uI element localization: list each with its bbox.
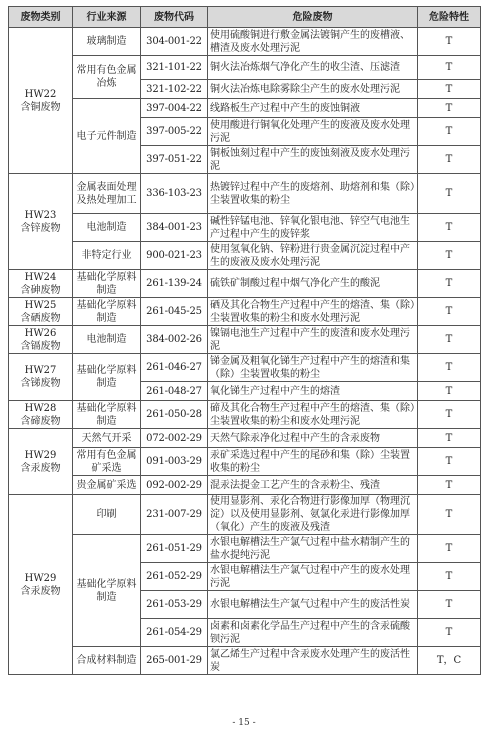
waste-description-cell: 碲及其化合物生产过程中产生的熔渣、集（除）尘装置收集的粉尘和废水处理污泥 bbox=[208, 401, 418, 429]
industry-source-cell: 电子元件制造 bbox=[73, 99, 141, 174]
table-header-row bbox=[9, 7, 481, 28]
hazard-property-cell: T bbox=[418, 354, 481, 382]
hazardous-waste-table bbox=[8, 6, 481, 675]
waste-description-cell: 线路板生产过程中产生的废蚀铜液 bbox=[208, 99, 418, 118]
table-row bbox=[9, 448, 481, 476]
table-row bbox=[9, 429, 481, 448]
category-cell bbox=[9, 270, 73, 298]
hazard-property-cell: T bbox=[418, 591, 481, 619]
waste-code-cell: 261-053-29 bbox=[141, 591, 208, 619]
hazard-property-cell: T bbox=[418, 429, 481, 448]
header-category: 废物类别 bbox=[9, 7, 73, 28]
table-row bbox=[9, 214, 481, 242]
table-row bbox=[9, 174, 481, 214]
waste-code-cell: 072-002-29 bbox=[141, 429, 208, 448]
waste-description-cell: 卤素和卤素化学品生产过程中产生的含汞硫酸钡污泥 bbox=[208, 619, 418, 647]
waste-code-cell: 261-048-27 bbox=[141, 382, 208, 401]
waste-description-cell: 热镀锌过程中产生的废熔剂、助熔剂和集（除）尘装置收集的粉尘 bbox=[208, 174, 418, 214]
table-row bbox=[9, 401, 481, 429]
hazard-property-cell: T bbox=[418, 214, 481, 242]
category-cell bbox=[9, 28, 73, 174]
waste-code-cell: 321-102-22 bbox=[141, 80, 208, 99]
waste-description-cell: 使用酸进行铜氧化处理产生的废液及废水处理污泥 bbox=[208, 118, 418, 146]
hazard-property-cell: T bbox=[418, 270, 481, 298]
industry-source-cell: 电池制造 bbox=[73, 326, 141, 354]
category-label: HW29 含汞废物 bbox=[20, 572, 61, 597]
waste-code-cell: 304-001-22 bbox=[141, 28, 208, 56]
hazard-property-cell: T，C bbox=[418, 647, 481, 675]
table-row bbox=[9, 535, 481, 563]
waste-code-cell: 397-051-22 bbox=[141, 146, 208, 174]
waste-code-cell: 261-050-28 bbox=[141, 401, 208, 429]
category-label: HW27 含锑废物 bbox=[20, 365, 61, 389]
waste-code-cell: 397-005-22 bbox=[141, 118, 208, 146]
industry-source-cell: 天然气开采 bbox=[73, 429, 141, 448]
category-cell bbox=[9, 326, 73, 354]
hazard-property-cell: T bbox=[418, 326, 481, 354]
industry-source-cell: 合成材料制造 bbox=[73, 647, 141, 675]
waste-code-cell: 261-052-29 bbox=[141, 563, 208, 591]
hazard-property-cell: T bbox=[418, 174, 481, 214]
waste-description-cell: 氧化锑生产过程中产生的熔渣 bbox=[208, 382, 418, 401]
waste-description-cell: 混汞法提金工艺产生的含汞粉尘、残渣 bbox=[208, 476, 418, 495]
hazard-property-cell: T bbox=[418, 242, 481, 270]
category-label: HW25 含硒废物 bbox=[20, 299, 61, 324]
waste-code-cell: 900-021-23 bbox=[141, 242, 208, 270]
hazard-property-cell: T bbox=[418, 298, 481, 326]
category-cell bbox=[9, 495, 73, 675]
category-cell bbox=[9, 298, 73, 326]
category-label: HW26 含镉废物 bbox=[20, 327, 61, 352]
waste-description-cell: 汞矿采选过程中产生的尾砂和集（除）尘装置收集的粉尘 bbox=[208, 448, 418, 476]
category-cell bbox=[9, 429, 73, 495]
waste-code-cell: 397-004-22 bbox=[141, 99, 208, 118]
table-row bbox=[9, 242, 481, 270]
hazard-property-cell: T bbox=[418, 476, 481, 495]
industry-source-cell: 基础化学原料制造 bbox=[73, 401, 141, 429]
hazard-property-cell: T bbox=[418, 448, 481, 476]
table-row bbox=[9, 354, 481, 382]
industry-source-cell: 印刷 bbox=[73, 495, 141, 535]
header-industry-source: 行业来源 bbox=[73, 7, 141, 28]
hazard-property-cell: T bbox=[418, 495, 481, 535]
waste-code-cell: 261-046-27 bbox=[141, 354, 208, 382]
waste-description-cell: 铜火法冶炼电除雾除尘产生的废水处理污泥 bbox=[208, 80, 418, 99]
table-row bbox=[9, 476, 481, 495]
waste-code-cell: 261-051-29 bbox=[141, 535, 208, 563]
waste-description-cell: 使用氢氧化钠、锌粉进行贵金属沉淀过程中产生的废液及废水处理污泥 bbox=[208, 242, 418, 270]
hazard-property-cell: T bbox=[418, 382, 481, 401]
waste-code-cell: 231-007-29 bbox=[141, 495, 208, 535]
industry-source-cell: 常用有色金属冶炼 bbox=[73, 56, 141, 99]
hazard-property-cell: T bbox=[418, 56, 481, 80]
header-waste-code: 废物代码 bbox=[141, 7, 208, 28]
waste-description-cell: 硫铁矿制酸过程中烟气净化产生的酸泥 bbox=[208, 270, 418, 298]
waste-description-cell: 氯乙烯生产过程中含汞废水处理产生的废活性炭 bbox=[208, 647, 418, 675]
page-number: - 15 - bbox=[232, 718, 256, 728]
industry-source-cell: 基础化学原料制造 bbox=[73, 354, 141, 401]
waste-description-cell: 水银电解槽法生产氯气过程中盐水精制产生的盐水提纯污泥 bbox=[208, 535, 418, 563]
waste-code-cell: 092-002-29 bbox=[141, 476, 208, 495]
header-hazardous-waste: 危险废物 bbox=[208, 7, 418, 28]
industry-source-cell: 基础化学原料制造 bbox=[73, 298, 141, 326]
category-cell bbox=[9, 401, 73, 429]
table-row bbox=[9, 495, 481, 535]
category-label: HW28 含碲废物 bbox=[20, 402, 61, 427]
waste-code-cell: 261-045-25 bbox=[141, 298, 208, 326]
waste-description-cell: 水银电解槽法生产氯气过程中产生的废活性炭 bbox=[208, 591, 418, 619]
table-row bbox=[9, 56, 481, 80]
category-label: HW24 含砷废物 bbox=[20, 271, 61, 296]
hazard-property-cell: T bbox=[418, 563, 481, 591]
waste-description-cell: 使用硫酸铜进行敷金属法镀铜产生的废槽液、槽渣及废水处理污泥 bbox=[208, 28, 418, 56]
category-label: HW29 含汞废物 bbox=[20, 449, 61, 474]
table-row bbox=[9, 99, 481, 118]
hazard-property-cell: T bbox=[418, 401, 481, 429]
waste-code-cell: 321-101-22 bbox=[141, 56, 208, 80]
waste-description-cell: 使用显影剂、汞化合物进行影像加厚（物理沉淀）以及使用显影剂、氨氯化汞进行影像加厚（氧化）产生的废液及残渣 bbox=[208, 495, 418, 535]
hazard-property-cell: T bbox=[418, 99, 481, 118]
waste-code-cell: 265-001-29 bbox=[141, 647, 208, 675]
waste-description-cell: 水银电解槽法生产氯气过程中产生的废水处理污泥 bbox=[208, 563, 418, 591]
waste-description-cell: 碱性锌锰电池、锌氧化银电池、锌空气电池生产过程中产生的废锌浆 bbox=[208, 214, 418, 242]
category-label: HW23 含锌废物 bbox=[20, 209, 61, 234]
table-row bbox=[9, 326, 481, 354]
hazard-property-cell: T bbox=[418, 118, 481, 146]
hazard-property-cell: T bbox=[418, 28, 481, 56]
industry-source-cell: 金属表面处理及热处理加工 bbox=[73, 174, 141, 214]
table-row bbox=[9, 647, 481, 675]
waste-code-cell: 384-001-23 bbox=[141, 214, 208, 242]
waste-code-cell: 091-003-29 bbox=[141, 448, 208, 476]
hazard-property-cell: T bbox=[418, 619, 481, 647]
waste-code-cell: 384-002-26 bbox=[141, 326, 208, 354]
industry-source-cell: 基础化学原料制造 bbox=[73, 535, 141, 647]
waste-code-cell: 261-139-24 bbox=[141, 270, 208, 298]
table-row bbox=[9, 298, 481, 326]
industry-source-cell: 电池制造 bbox=[73, 214, 141, 242]
waste-description-cell: 镍镉电池生产过程中产生的废渣和废水处理污泥 bbox=[208, 326, 418, 354]
waste-description-cell: 天然气除汞净化过程中产生的含汞废物 bbox=[208, 429, 418, 448]
hazard-property-cell: T bbox=[418, 146, 481, 174]
table-row bbox=[9, 28, 481, 56]
hazard-property-cell: T bbox=[418, 535, 481, 563]
industry-source-cell: 基础化学原料制造 bbox=[73, 270, 141, 298]
category-cell bbox=[9, 174, 73, 270]
industry-source-cell: 非特定行业 bbox=[73, 242, 141, 270]
waste-description-cell: 硒及其化合物生产过程中产生的熔渣、集（除）尘装置收集的粉尘和废水处理污泥 bbox=[208, 298, 418, 326]
category-cell bbox=[9, 354, 73, 401]
header-hazard-property: 危险特性 bbox=[418, 7, 481, 28]
table-row bbox=[9, 270, 481, 298]
hazard-property-cell: T bbox=[418, 80, 481, 99]
waste-description-cell: 锑金属及粗氧化锑生产过程中产生的熔渣和集（除）尘装置收集的粉尘 bbox=[208, 354, 418, 382]
industry-source-cell: 玻璃制造 bbox=[73, 28, 141, 56]
category-label: HW22 含铜废物 bbox=[20, 88, 61, 113]
waste-code-cell: 261-054-29 bbox=[141, 619, 208, 647]
waste-code-cell: 336-103-23 bbox=[141, 174, 208, 214]
industry-source-cell: 常用有色金属矿采选 bbox=[73, 448, 141, 476]
waste-description-cell: 铜火法冶炼烟气净化产生的收尘渣、压滤渣 bbox=[208, 56, 418, 80]
industry-source-cell: 贵金属矿采选 bbox=[73, 476, 141, 495]
waste-description-cell: 铜板蚀刻过程中产生的废蚀刻液及废水处理污泥 bbox=[208, 146, 418, 174]
